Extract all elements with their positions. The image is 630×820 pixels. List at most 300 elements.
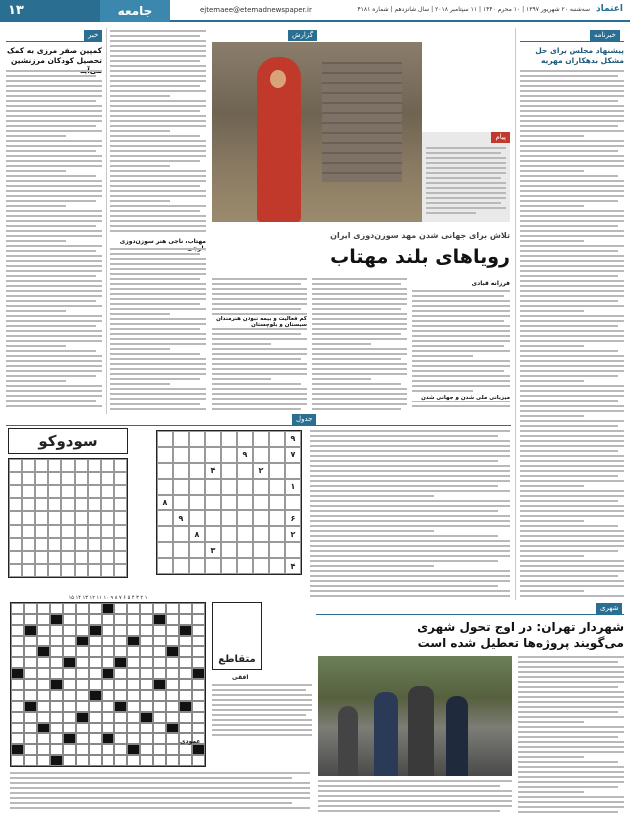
crossword-cell[interactable] [63, 646, 76, 657]
crossword-cell[interactable] [166, 712, 179, 723]
sudoku-cell[interactable]: ۱ [285, 479, 301, 495]
sudoku-cell[interactable] [35, 564, 48, 577]
sudoku-cell[interactable] [61, 551, 74, 564]
sudoku-cell[interactable] [101, 538, 114, 551]
sudoku-cell[interactable] [61, 538, 74, 551]
sudoku-cell[interactable] [189, 558, 205, 574]
crossword-cell[interactable] [24, 614, 37, 625]
crossword-cell[interactable] [179, 614, 192, 625]
sudoku-cell[interactable] [205, 447, 221, 463]
crossword-cell[interactable] [24, 733, 37, 744]
sudoku-cell[interactable] [269, 479, 285, 495]
crossword-cell[interactable] [11, 625, 24, 636]
crossword-cell[interactable] [192, 657, 205, 668]
sudoku-cell[interactable] [35, 511, 48, 524]
crossword-cell[interactable] [127, 701, 140, 712]
crossword-cell[interactable] [179, 712, 192, 723]
crossword-cell[interactable] [37, 657, 50, 668]
sudoku-cell[interactable]: ۴ [285, 558, 301, 574]
sudoku-cell[interactable] [269, 495, 285, 511]
crossword-cell[interactable] [76, 679, 89, 690]
sudoku-cell[interactable]: ۹ [237, 447, 253, 463]
crossword-cell[interactable] [50, 603, 63, 614]
crossword-cell[interactable] [127, 690, 140, 701]
sudoku-cell[interactable] [9, 551, 22, 564]
sudoku-cell[interactable] [173, 558, 189, 574]
sudoku-cell[interactable] [9, 498, 22, 511]
sudoku-cell[interactable] [221, 542, 237, 558]
sudoku-cell[interactable] [253, 431, 269, 447]
crossword-cell[interactable] [166, 657, 179, 668]
crossword-cell[interactable] [179, 755, 192, 766]
sudoku-cell[interactable] [114, 538, 127, 551]
header-email[interactable]: ejtemaee@etemadnewspaper.ir [200, 6, 312, 14]
crossword-cell[interactable] [153, 723, 166, 734]
crossword-cell[interactable] [140, 733, 153, 744]
sudoku-cell[interactable] [173, 479, 189, 495]
crossword-cell[interactable] [140, 679, 153, 690]
sudoku-cell[interactable] [101, 472, 114, 485]
crossword-cell[interactable] [166, 733, 179, 744]
crossword-cell[interactable] [153, 701, 166, 712]
crossword-cell[interactable] [11, 679, 24, 690]
sudoku-cell[interactable] [48, 551, 61, 564]
sudoku-cell[interactable] [88, 511, 101, 524]
crossword-cell[interactable] [192, 646, 205, 657]
crossword-cell[interactable] [63, 744, 76, 755]
sudoku-cell[interactable] [48, 472, 61, 485]
crossword-cell[interactable] [11, 712, 24, 723]
crossword-cell[interactable] [140, 744, 153, 755]
sudoku-cell[interactable] [173, 447, 189, 463]
sudoku-cell[interactable]: ۹ [285, 431, 301, 447]
crossword-cell[interactable] [140, 723, 153, 734]
crossword-cell[interactable] [114, 614, 127, 625]
crossword-cell[interactable] [102, 690, 115, 701]
crossword-cell[interactable] [166, 701, 179, 712]
crossword-cell[interactable] [50, 733, 63, 744]
crossword-cell[interactable] [63, 701, 76, 712]
sudoku-cell[interactable] [22, 459, 35, 472]
crossword-cell[interactable] [37, 755, 50, 766]
crossword-cell[interactable] [179, 636, 192, 647]
crossword-cell[interactable] [102, 712, 115, 723]
crossword-cell[interactable] [63, 625, 76, 636]
crossword-cell[interactable] [179, 690, 192, 701]
crossword-cell[interactable] [114, 636, 127, 647]
crossword-cell[interactable] [179, 679, 192, 690]
crossword-cell[interactable] [76, 625, 89, 636]
sudoku-cell[interactable] [205, 479, 221, 495]
crossword-cell[interactable] [37, 636, 50, 647]
sudoku-cell[interactable] [88, 525, 101, 538]
sudoku-cell[interactable] [101, 485, 114, 498]
crossword-cell[interactable] [114, 723, 127, 734]
crossword-cell[interactable] [89, 603, 102, 614]
sudoku-cell[interactable] [221, 463, 237, 479]
crossword-cell[interactable] [24, 668, 37, 679]
crossword-cell[interactable] [114, 690, 127, 701]
crossword-cell[interactable] [153, 636, 166, 647]
crossword-cell[interactable] [89, 614, 102, 625]
crossword-cell[interactable] [192, 679, 205, 690]
crossword-cell[interactable] [11, 603, 24, 614]
sudoku-cell[interactable] [114, 564, 127, 577]
sudoku-cell[interactable] [189, 431, 205, 447]
crossword-cell[interactable] [89, 733, 102, 744]
sudoku-cell[interactable] [157, 431, 173, 447]
sudoku-cell[interactable] [237, 431, 253, 447]
sudoku-cell[interactable] [48, 511, 61, 524]
crossword-cell[interactable] [24, 744, 37, 755]
crossword-cell[interactable] [192, 625, 205, 636]
crossword-cell[interactable] [11, 733, 24, 744]
sudoku-cell[interactable] [9, 525, 22, 538]
sudoku-cell[interactable] [35, 538, 48, 551]
crossword-cell[interactable] [153, 668, 166, 679]
crossword-cell[interactable] [127, 625, 140, 636]
crossword-cell[interactable] [166, 614, 179, 625]
crossword-cell[interactable] [24, 646, 37, 657]
sudoku-cell[interactable] [35, 551, 48, 564]
crossword-cell[interactable] [114, 744, 127, 755]
crossword-cell[interactable] [102, 701, 115, 712]
crossword-cell[interactable] [24, 679, 37, 690]
crossword-cell[interactable] [127, 614, 140, 625]
crossword-cell[interactable] [50, 701, 63, 712]
crossword-cell[interactable] [192, 712, 205, 723]
sudoku-cell[interactable] [9, 538, 22, 551]
crossword-cell[interactable] [153, 744, 166, 755]
sudoku-cell[interactable] [75, 525, 88, 538]
crossword-cell[interactable] [153, 690, 166, 701]
sudoku-cell[interactable] [9, 511, 22, 524]
crossword-cell[interactable] [89, 712, 102, 723]
sudoku-cell[interactable] [22, 511, 35, 524]
crossword-cell[interactable] [166, 636, 179, 647]
sudoku-cell[interactable] [9, 472, 22, 485]
crossword-cell[interactable] [63, 668, 76, 679]
crossword-cell[interactable] [166, 668, 179, 679]
crossword-cell[interactable] [89, 646, 102, 657]
sudoku-cell[interactable] [157, 463, 173, 479]
sudoku-cell[interactable] [253, 495, 269, 511]
sudoku-cell[interactable] [253, 558, 269, 574]
sudoku-cell[interactable] [253, 479, 269, 495]
crossword-cell[interactable] [140, 701, 153, 712]
sudoku-cell[interactable] [237, 558, 253, 574]
crossword-cell[interactable] [76, 744, 89, 755]
crossword-cell[interactable] [153, 646, 166, 657]
crossword-cell[interactable] [37, 625, 50, 636]
sudoku-cell[interactable] [75, 551, 88, 564]
crossword-cell[interactable] [11, 646, 24, 657]
sudoku-cell[interactable] [269, 431, 285, 447]
sudoku-cell[interactable]: ۳ [205, 542, 221, 558]
crossword-cell[interactable] [140, 636, 153, 647]
sudoku-cell[interactable] [48, 525, 61, 538]
crossword-cell[interactable] [63, 614, 76, 625]
sudoku-cell[interactable]: ۸ [189, 526, 205, 542]
crossword-cell[interactable] [127, 657, 140, 668]
crossword-cell[interactable] [153, 657, 166, 668]
sudoku-cell[interactable] [9, 485, 22, 498]
sudoku-cell[interactable] [48, 485, 61, 498]
sudoku-cell[interactable] [114, 525, 127, 538]
crossword-cell[interactable] [11, 614, 24, 625]
sudoku-cell[interactable] [237, 463, 253, 479]
crossword-cell[interactable] [24, 755, 37, 766]
crossword-cell[interactable] [50, 625, 63, 636]
crossword-cell[interactable] [127, 733, 140, 744]
sudoku-cell[interactable] [61, 485, 74, 498]
crossword-cell[interactable] [114, 755, 127, 766]
crossword-cell[interactable] [114, 646, 127, 657]
sudoku-cell[interactable] [237, 526, 253, 542]
sudoku-cell[interactable] [22, 472, 35, 485]
crossword-cell[interactable] [102, 614, 115, 625]
crossword-cell[interactable] [192, 636, 205, 647]
sudoku-cell[interactable]: ۷ [285, 447, 301, 463]
sudoku-cell[interactable] [253, 542, 269, 558]
sudoku-cell[interactable] [48, 459, 61, 472]
crossword-cell[interactable] [166, 603, 179, 614]
crossword-cell[interactable] [37, 614, 50, 625]
crossword-cell[interactable] [50, 690, 63, 701]
sudoku-cell[interactable] [285, 542, 301, 558]
crossword-cell[interactable] [192, 690, 205, 701]
crossword-cell[interactable] [37, 733, 50, 744]
crossword-cell[interactable] [50, 636, 63, 647]
sudoku-cell[interactable] [114, 551, 127, 564]
crossword-cell[interactable] [102, 636, 115, 647]
crossword-cell[interactable] [50, 657, 63, 668]
crossword-cell[interactable] [166, 690, 179, 701]
sudoku-cell[interactable] [35, 459, 48, 472]
crossword-cell[interactable] [153, 755, 166, 766]
sudoku-cell[interactable] [173, 495, 189, 511]
sudoku-cell[interactable] [221, 495, 237, 511]
crossword-cell[interactable] [37, 679, 50, 690]
crossword-cell[interactable] [37, 712, 50, 723]
sudoku-cell[interactable] [189, 542, 205, 558]
sudoku-cell[interactable] [61, 498, 74, 511]
sudoku-cell[interactable] [75, 498, 88, 511]
crossword-cell[interactable] [102, 625, 115, 636]
sudoku-cell[interactable] [114, 472, 127, 485]
sudoku-cell[interactable] [285, 463, 301, 479]
crossword-cell[interactable] [50, 712, 63, 723]
sudoku-cell[interactable] [22, 485, 35, 498]
sudoku-cell[interactable] [189, 495, 205, 511]
sudoku-cell[interactable] [22, 498, 35, 511]
sudoku-cell[interactable] [61, 525, 74, 538]
sudoku-cell[interactable]: ۸ [157, 495, 173, 511]
sudoku-cell[interactable] [221, 431, 237, 447]
crossword-cell[interactable] [89, 755, 102, 766]
sudoku-cell[interactable] [253, 447, 269, 463]
sudoku-cell[interactable] [75, 485, 88, 498]
sudoku-cell[interactable] [205, 431, 221, 447]
crossword-cell[interactable] [166, 679, 179, 690]
sudoku-cell[interactable] [173, 542, 189, 558]
crossword-cell[interactable] [127, 712, 140, 723]
crossword-cell[interactable] [140, 625, 153, 636]
sudoku-cell[interactable] [173, 431, 189, 447]
sudoku-cell[interactable] [237, 542, 253, 558]
sudoku-cell[interactable] [61, 564, 74, 577]
crossword-cell[interactable] [50, 668, 63, 679]
crossword-cell[interactable] [37, 690, 50, 701]
sudoku-cell[interactable] [221, 479, 237, 495]
crossword-cell[interactable] [153, 603, 166, 614]
crossword-cell[interactable] [76, 733, 89, 744]
sudoku-cell[interactable] [61, 472, 74, 485]
crossword-cell[interactable] [63, 723, 76, 734]
crossword-cell[interactable] [24, 657, 37, 668]
sudoku-cell[interactable] [237, 495, 253, 511]
crossword-cell[interactable] [153, 625, 166, 636]
sudoku-cell[interactable] [22, 564, 35, 577]
crossword-cell[interactable] [76, 723, 89, 734]
sudoku-cell[interactable] [48, 538, 61, 551]
sudoku-cell[interactable] [88, 551, 101, 564]
sudoku-cell[interactable] [35, 525, 48, 538]
crossword-cell[interactable] [140, 690, 153, 701]
crossword-cell[interactable] [24, 712, 37, 723]
crossword-cell[interactable] [127, 668, 140, 679]
sudoku-cell[interactable] [114, 511, 127, 524]
crossword-cell[interactable] [127, 679, 140, 690]
crossword-cell[interactable] [11, 723, 24, 734]
crossword-cell[interactable] [11, 701, 24, 712]
crossword-cell[interactable] [76, 603, 89, 614]
sudoku-cell[interactable] [157, 447, 173, 463]
sudoku-cell[interactable] [101, 551, 114, 564]
crossword-cell[interactable] [63, 636, 76, 647]
sudoku-cell[interactable]: ۶ [285, 510, 301, 526]
crossword-cell[interactable] [192, 614, 205, 625]
sudoku-cell[interactable] [75, 511, 88, 524]
crossword-cell[interactable] [76, 657, 89, 668]
crossword-cell[interactable] [50, 646, 63, 657]
sudoku-cell[interactable] [88, 472, 101, 485]
sudoku-cell[interactable] [189, 510, 205, 526]
crossword-cell[interactable] [192, 603, 205, 614]
crossword-cell[interactable] [24, 636, 37, 647]
sudoku-cell[interactable] [269, 558, 285, 574]
crossword-cell[interactable] [114, 668, 127, 679]
sudoku-cell[interactable] [189, 447, 205, 463]
sudoku-cell[interactable] [269, 542, 285, 558]
sudoku-cell[interactable] [35, 485, 48, 498]
crossword-cell[interactable] [102, 723, 115, 734]
crossword-cell[interactable] [166, 625, 179, 636]
sudoku-cell[interactable] [205, 495, 221, 511]
crossword-cell[interactable] [179, 744, 192, 755]
crossword-cell[interactable] [127, 723, 140, 734]
crossword-cell[interactable] [192, 723, 205, 734]
sudoku-cell[interactable] [22, 538, 35, 551]
sudoku-cell[interactable] [173, 526, 189, 542]
sudoku-cell[interactable] [75, 472, 88, 485]
sudoku-cell[interactable] [88, 485, 101, 498]
crossword-cell[interactable] [102, 679, 115, 690]
sudoku-cell[interactable] [221, 558, 237, 574]
sudoku-cell[interactable] [157, 542, 173, 558]
sudoku-cell[interactable] [35, 498, 48, 511]
sudoku-cell[interactable] [101, 498, 114, 511]
sudoku-cell[interactable] [22, 551, 35, 564]
sudoku-cell[interactable] [114, 498, 127, 511]
sudoku-cell[interactable] [221, 526, 237, 542]
crossword-cell[interactable] [153, 712, 166, 723]
crossword-cell[interactable] [37, 668, 50, 679]
crossword-cell[interactable] [102, 744, 115, 755]
crossword-cell[interactable] [50, 723, 63, 734]
crossword-cell[interactable] [179, 668, 192, 679]
crossword-cell[interactable] [89, 636, 102, 647]
sudoku-cell[interactable]: ۲ [253, 463, 269, 479]
crossword-cell[interactable] [11, 657, 24, 668]
sudoku-cell[interactable] [173, 463, 189, 479]
crossword-cell[interactable] [179, 603, 192, 614]
crossword-cell[interactable] [89, 668, 102, 679]
sudoku-cell[interactable] [269, 463, 285, 479]
sudoku-cell[interactable] [22, 525, 35, 538]
crossword-cell[interactable] [11, 636, 24, 647]
crossword-cell[interactable] [127, 755, 140, 766]
crossword-cell[interactable] [114, 679, 127, 690]
sudoku-cell[interactable] [221, 447, 237, 463]
crossword-cell[interactable] [102, 657, 115, 668]
crossword-cell[interactable] [76, 701, 89, 712]
crossword-cell[interactable] [89, 679, 102, 690]
sudoku-cell[interactable] [157, 510, 173, 526]
sudoku-cell[interactable] [285, 495, 301, 511]
crossword-cell[interactable] [37, 603, 50, 614]
sudoku-cell[interactable]: ۴ [205, 463, 221, 479]
crossword-cell[interactable] [192, 755, 205, 766]
sudoku-cell[interactable] [269, 510, 285, 526]
sudoku-cell[interactable] [61, 511, 74, 524]
sudoku-cell[interactable] [75, 538, 88, 551]
crossword-cell[interactable] [179, 646, 192, 657]
crossword-cell[interactable] [63, 679, 76, 690]
crossword-cell[interactable] [127, 646, 140, 657]
sudoku-cell[interactable] [114, 459, 127, 472]
crossword-cell[interactable] [114, 603, 127, 614]
crossword-cell[interactable] [37, 701, 50, 712]
sudoku-cell[interactable] [237, 479, 253, 495]
crossword-cell[interactable] [89, 723, 102, 734]
crossword-cell[interactable] [76, 755, 89, 766]
crossword-cell[interactable] [24, 690, 37, 701]
crossword-cell[interactable] [179, 723, 192, 734]
crossword-cell[interactable] [166, 755, 179, 766]
sudoku-cell[interactable] [189, 463, 205, 479]
sudoku-cell[interactable] [9, 564, 22, 577]
crossword-cell[interactable] [140, 614, 153, 625]
sudoku-cell[interactable] [88, 459, 101, 472]
sudoku-cell[interactable] [75, 564, 88, 577]
sudoku-cell[interactable] [101, 525, 114, 538]
sudoku-cell[interactable] [157, 558, 173, 574]
crossword-cell[interactable] [140, 668, 153, 679]
sudoku-cell[interactable] [253, 526, 269, 542]
crossword-cell[interactable] [102, 755, 115, 766]
crossword-cell[interactable] [140, 646, 153, 657]
